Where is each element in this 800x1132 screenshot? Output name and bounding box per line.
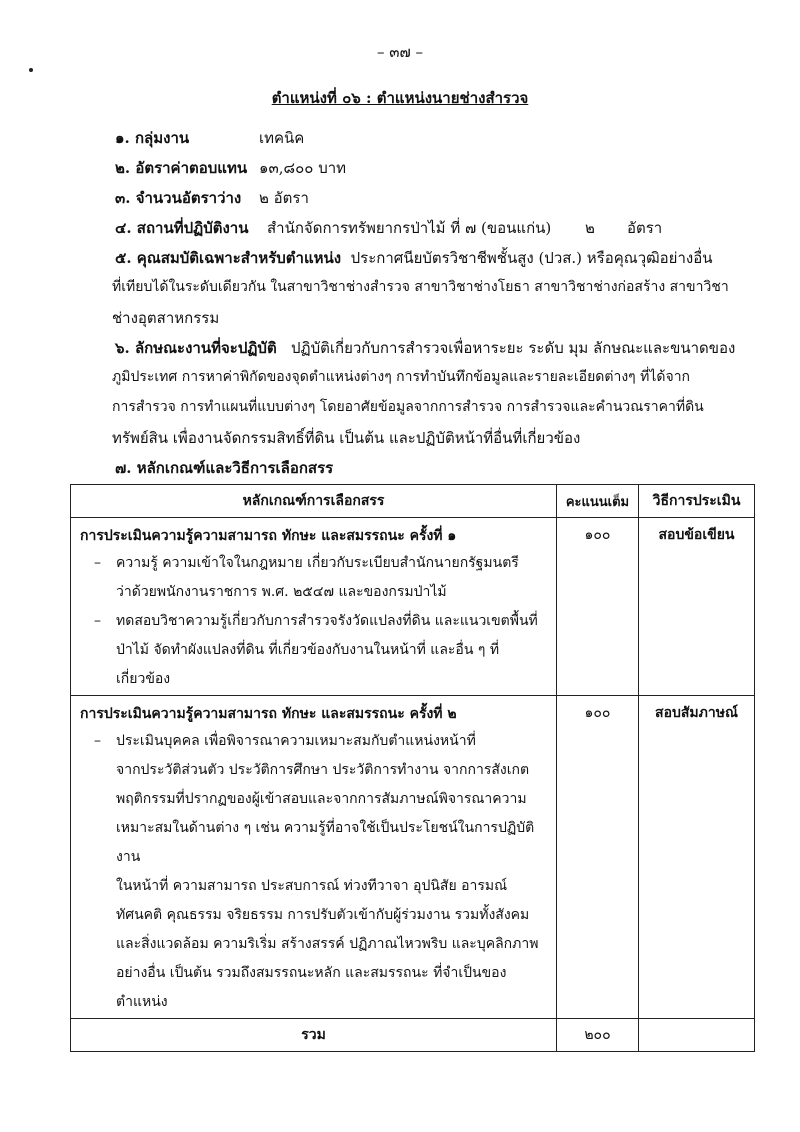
qualification-line1 <box>115 246 712 270</box>
field-workplace-label: ๔. สถานที่ปฏิบัติงาน <box>115 219 249 237</box>
page-title <box>0 86 800 110</box>
section2-score: ๑๐๐ <box>557 696 639 1019</box>
list-item <box>72 549 555 607</box>
page-number: – ๓๗ – <box>376 43 424 61</box>
duties-text1: ปฏิบัติเกี่ยวกับการสำรวจเพื่อหาระยะ ระดับ มุม ลักษณะและขนาดของ <box>291 339 736 357</box>
field-group <box>115 126 305 150</box>
section1-score: ๑๐๐ <box>557 518 639 696</box>
section2-criteria <box>71 696 557 1019</box>
total-row <box>71 1019 755 1052</box>
criteria-table <box>70 484 755 1052</box>
total-score: ๒๐๐ <box>557 1019 639 1052</box>
header-criteria: หลักเกณฑ์การเลือกสรร <box>71 485 557 518</box>
section1-criteria <box>71 518 557 696</box>
field-group-value: เทคนิค <box>259 129 305 147</box>
dash-mark: – <box>94 613 101 629</box>
duties-line1 <box>115 336 735 360</box>
duties-line2: ภูมิประเทศ การหาค่าพิกัดของจุดตำแหน่งต่างๆ การทำบันทึกข้อมูลและรายละเอียดต่างๆ ที่ได้จาก <box>112 369 691 385</box>
section1-item2: ทดสอบวิชาความรู้เกี่ยวกับการสำรวจรังวัดแปลงที่ดิน และแนวเขตพื้นที่ ป่าไม้ จัดทำผังแปลงที่ดิน ที่เกี่ยวข้องกับงานในหน้าที่ และอื่น ๆ ที่เกี่ยวข้อง <box>116 613 538 687</box>
field-workplace-count: ๒ <box>585 219 595 237</box>
qualification-line3: ช่างอุตสาหกรรม <box>112 309 220 327</box>
field-workplace-unit: อัตรา <box>627 219 663 237</box>
field-vacancy-value: ๒ อัตรา <box>259 189 309 207</box>
section1-method: สอบข้อเขียน <box>639 518 755 696</box>
section2-method: สอบสัมภาษณ์ <box>639 696 755 1019</box>
table-header-row <box>71 485 755 518</box>
qualification-text1: ประกาศนียบัตรวิชาชีพชั้นสูง (ปวส.) หรือคุณวุฒิอย่างอื่น <box>350 249 713 267</box>
dash-mark: – <box>94 555 101 571</box>
selection-heading: ๗. หลักเกณฑ์และวิธีการเลือกสรร <box>115 459 334 477</box>
header-score: คะแนนเต็ม <box>557 485 639 518</box>
section1-item1: ความรู้ ความเข้าใจในกฎหมาย เกี่ยวกับระเบียบสำนักนายกรัฐมนตรี ว่าด้วยพนักงานราชการ พ.ศ. ๒๕๔๗ และของกรมป่าไม้ <box>116 555 519 600</box>
field-vacancy-label: ๓. จำนวนอัตราว่าง <box>115 189 242 207</box>
total-method-empty <box>639 1019 755 1052</box>
qualification-line2: ที่เทียบได้ในระดับเดียวกัน ในสาขาวิชาช่างสำรวจ สาขาวิชาช่างโยธา สาขาวิชาช่างก่อสร้าง สาขาวิชา <box>112 279 729 295</box>
field-salary <box>115 156 347 180</box>
field-vacancy <box>115 186 309 210</box>
total-label: รวม <box>71 1019 557 1052</box>
section2-title: การประเมินความรู้ความสามารถ ทักษะ และสมรรถนะ ครั้งที่ ๒ <box>80 706 457 722</box>
field-salary-value: ๑๓,๘๐๐ บาท <box>259 159 347 177</box>
list-item <box>72 727 555 1017</box>
field-workplace <box>115 216 663 240</box>
duties-label: ๖. ลักษณะงานที่จะปฏิบัติ <box>115 339 277 357</box>
field-group-label: ๑. กลุ่มงาน <box>115 129 190 147</box>
section2-item1: ประเมินบุคคล เพื่อพิจารณาความเหมาะสมกับตำแหน่งหน้าที่ จากประวัติส่วนตัว ประวัติการศึกษา ประวัติการทำงาน จากการสังเกต พฤติกรรมที่ปรากฏของผู้เข้าสอบและจากการสัมภาษณ์พิจารณาความ เหมาะสมในด้านต่าง ๆ เช่น ความรู้ที่อาจใช้เป็นประโยชน์ในการปฏิบัติงาน ในหน้าที่ ความสามารถ ประสบการณ์ ท่วงทีวาจา อุปนิสัย อารมณ์ ทัศนคติ คุณธรรม จริยธรรม การปรับตัวเข้ากับผู้ร่วมงาน รวมทั้งสังคม และสิ่งแวดล้อม ความริเริ่ม สร้างสรรค์ ปฏิภาณไหวพริบ และบุคลิกภาพ อย่างอื่น เป็นต้น รวมถึงสมรรถนะหลัก และสมรรถนะ ที่จำเป็นของตำแหน่ง <box>116 733 539 1010</box>
list-item <box>72 607 555 694</box>
duties-line4: ทรัพย์สิน เพื่องานจัดกรรมสิทธิ์ที่ดิน เป็นต้น และปฏิบัติหน้าที่อื่นที่เกี่ยวข้อง <box>112 429 581 447</box>
table-row <box>71 518 755 696</box>
field-workplace-value: สำนักจัดการทรัพยากรป่าไม้ ที่ ๗ (ขอนแก่น) <box>267 219 552 237</box>
field-salary-label: ๒. อัตราค่าตอบแทน <box>115 159 248 177</box>
table-row <box>71 696 755 1019</box>
qualification-label: ๕. คุณสมบัติเฉพาะสำหรับตำแหน่ง <box>115 249 342 267</box>
dash-mark: – <box>94 733 101 749</box>
stray-mark <box>29 68 33 72</box>
header-method: วิธีการประเมิน <box>639 485 755 518</box>
section1-title: การประเมินความรู้ความสามารถ ทักษะ และสมรรถนะ ครั้งที่ ๑ <box>80 528 457 544</box>
page-title-text: ตำแหน่งที่ ๐๖ : ตำแหน่งนายช่างสำรวจ <box>271 89 529 107</box>
duties-line3: การสำรวจ การทำแผนที่แบบต่างๆ โดยอาศัยข้อมูลจากการสำรวจ การสำรวจและคำนวณราคาที่ดิน <box>112 399 704 415</box>
